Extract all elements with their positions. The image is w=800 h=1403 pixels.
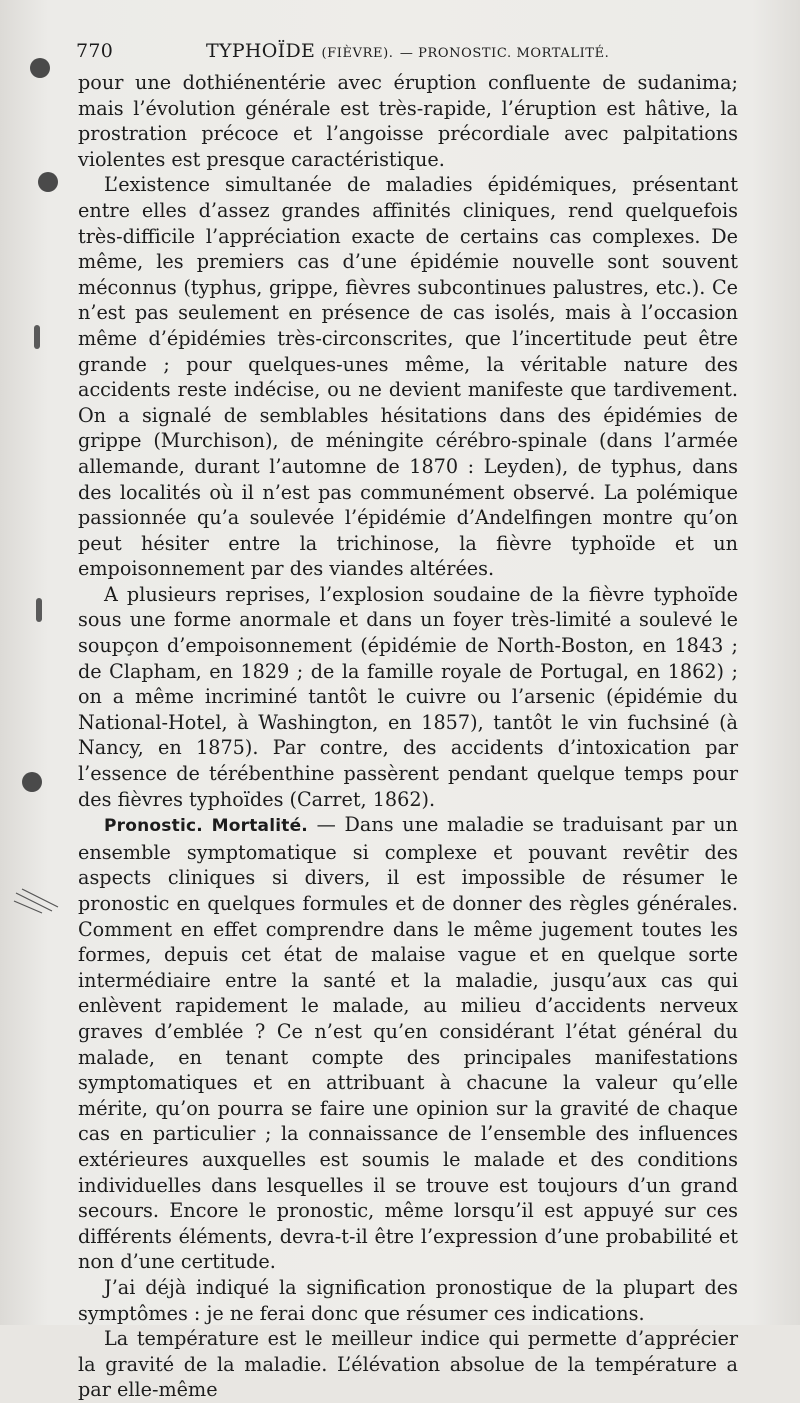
binding-mark-1 xyxy=(34,325,40,349)
paragraph-prognosis xyxy=(78,812,738,1275)
paragraph-prognosis-text: — Dans une maladie se traduisant par un ensemble symptomatique si complexe et pouvant revêtir des aspects cliniques si divers, il est impossible de résumer le pronostic en quelques formules et de donner des règles générales. Comment en effet comprendre dans le même jugement toutes les formes, depuis cet état de malaise vague et en quelque sorte intermédiaire entre la santé et la maladie, jusqu’aux cas qui enlèvent rapidement le malade, au milieu d’accidents nerveux graves d’emblée ? Ce n’est qu’en considérant l’état général du malade, en tenant compte des principales manifestations symptomatiques et en attribuant à chacune la valeur qu’elle mérite, qu’on pourra se faire une opinion sur la gravité de chaque cas en particulier ; la connaissance de l’ensemble des influences extérieures auxquelles est soumis le malade et des conditions individuelles dans lesquelles il se trouve est toujours d’un grand secours. Encore le pronostic, même lorsqu’il est appuyé sur ces différents éléments, devra-t-il être l’expression d’une probabilité et non d’une certitude. xyxy=(78,813,738,1274)
running-title-paren: (FIÈVRE). xyxy=(321,46,394,61)
section-heading: Pronostic. Mortalité. xyxy=(104,816,308,837)
binding-mark-2 xyxy=(36,598,42,622)
paragraph-temperature: La température est le meilleur indice qui permette d’apprécier la gravité de la maladie. L’élévation absolue de la température a par elle-même xyxy=(78,1327,738,1402)
paragraph-poisoning: A plusieurs reprises, l’explosion soudaine de la fièvre typhoïde sous une forme anormale et dans un foyer très-limité a soulevé le soupçon d’empoisonnement (épidémie de North-Boston, en 1843 ; de Clapham, en 1829 ; de la famille royale de Portugal, en 1862) ; on a même incriminé tantôt le cuivre ou l’arsenic (épidémie du National-Hotel, à Washington, en 1857), tantôt le vin fuchsiné (à Nancy, en 1875). Par contre, des accidents d’intoxication par l’essence de térébenthine passèrent pendant quelque temps pour des fièvres typhoïdes (Carret, 1862). xyxy=(78,582,738,811)
paragraph-continuation: pour une dothiénentérie avec éruption confluente de sudanima; mais l’évolution générale est très-rapide, l’éruption est hâtive, la prostration précoce et l’angoisse précordiale avec palpitations violentes est presque caractéristique. xyxy=(78,71,738,171)
page-number: 770 xyxy=(76,40,114,62)
running-title xyxy=(206,40,609,62)
running-title-rest: — PRONOSTIC. MORTALITÉ. xyxy=(399,46,610,61)
margin-scribble xyxy=(12,885,62,915)
binding-hole-top xyxy=(30,58,50,78)
paragraph-symptoms: J’ai déjà indiqué la signification pronostique de la plupart des symptômes : je ne ferai donc que résumer ces indications. xyxy=(78,1275,738,1325)
running-header xyxy=(76,40,716,62)
body-text xyxy=(78,70,738,1403)
binding-hole-upper xyxy=(38,172,58,192)
binding-hole-lower xyxy=(22,772,42,792)
running-title-main: TYPHOÏDE xyxy=(206,40,316,62)
paragraph-epidemics: L’existence simultanée de maladies épidémiques, présentant entre elles d’assez grandes affinités cliniques, rend quelquefois très-difficile l’appréciation exacte de certains cas complexes. De même, les premiers cas d’une épidémie nouvelle sont souvent méconnus (typhus, grippe, fièvres subcontinues palustres, etc.). Ce n’est pas seulement en présence de cas isolés, mais à l’occasion même d’épidémies très-circonscrites, que l’incertitude peut être grande ; pour quelques-unes même, la véritable nature des accidents reste indécise, ou ne devient manifeste que tardivement. On a signalé de semblables hésitations dans des épidémies de grippe (Murchison), de méningite cérébro-spinale (dans l’armée allemande, durant l’automne de 1870 : Leyden), de typhus, dans des localités où il n’est pas communément observé. La polémique passionnée qu’a soulevée l’épidémie d’Andelfingen montre qu’on peut hésiter entre la trichinose, la fièvre typhoïde et un empoisonnement par des viandes altérées. xyxy=(78,173,738,581)
